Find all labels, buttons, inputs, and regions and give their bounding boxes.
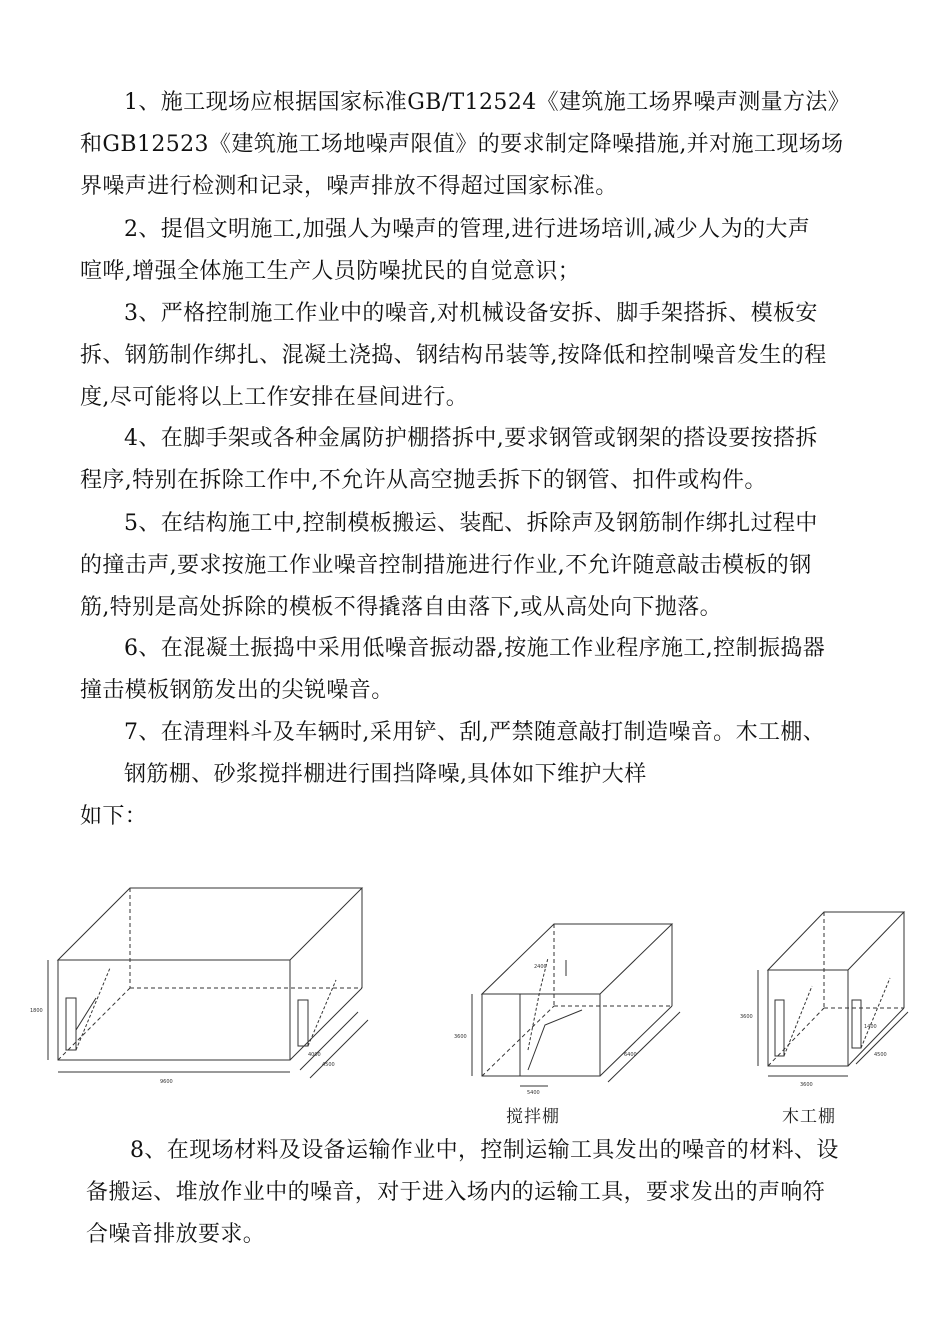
paragraph-1-line-2: 和GB12523《建筑施工场地噪声限值》的要求制定降噪措施,并对施工现场场	[80, 132, 844, 157]
paragraph-4	[80, 418, 880, 502]
paragraph-8	[86, 1130, 886, 1256]
paragraph-7-line-2: 钢筋棚、砂浆搅拌棚进行围挡降噪,具体如下维护大样	[124, 762, 647, 787]
paragraph-7-line-3: 如下：	[80, 804, 148, 829]
paragraph-3-line-2: 拆、钢筋制作绑扎、混凝土浇捣、钢结构吊装等,按降低和控制噪音发生的程	[80, 343, 827, 368]
mixer-shed-drawing	[472, 924, 680, 1086]
mixer-shed-caption: 搅拌棚	[506, 1107, 560, 1127]
wood-depth-label: 4500	[874, 1052, 887, 1058]
large-side1-label: 4000	[308, 1052, 321, 1058]
mixer-door-label: 2400	[534, 964, 547, 970]
paragraph-5	[80, 503, 880, 629]
paragraph-7	[80, 712, 880, 838]
paragraph-1-line-3: 界噪声进行检测和记录，噪声排放不得超过国家标准。	[80, 174, 618, 199]
paragraph-6	[80, 628, 880, 712]
paragraph-8-line-3: 合噪音排放要求。	[86, 1222, 266, 1247]
paragraph-4-line-2: 程序,特别在拆除工作中,不允许从高空抛丢拆下的钢管、扣件或构件。	[80, 468, 767, 493]
paragraph-7-line-1: 7、在清理料斗及车辆时,采用铲、刮,严禁随意敲打制造噪音。木工棚、	[124, 720, 826, 745]
paragraph-6-line-2: 撞击模板钢筋发出的尖锐噪音。	[80, 678, 394, 703]
paragraph-5-line-3: 筋,特别是高处拆除的模板不得撬落自由落下,或从高处向下抛落。	[80, 595, 722, 620]
paragraph-8-line-2: 备搬运、堆放作业中的噪音，对于进入场内的运输工具，要求发出的声响符	[86, 1180, 826, 1205]
mixer-front-label: 5400	[527, 1090, 540, 1096]
paragraph-2	[80, 209, 880, 293]
paragraph-1-line-1: 1、施工现场应根据国家标准GB/T12524《建筑施工场界噪声测量方法》	[124, 90, 851, 115]
wood-height-label: 3600	[740, 1014, 753, 1020]
paragraph-4-line-1: 4、在脚手架或各种金属防护棚搭拆中,要求钢管或钢架的搭设要按搭拆	[124, 426, 818, 451]
shed-enclosure-figure	[0, 860, 950, 1130]
paragraph-8-line-1: 8、在现场材料及设备运输作业中，控制运输工具发出的噪音的材料、设	[130, 1138, 839, 1163]
paragraph-6-line-1: 6、在混凝土振捣中采用低噪音振动器,按施工作业程序施工,控制振捣器	[124, 636, 826, 661]
paragraph-2-line-1: 2、提倡文明施工,加强人为噪声的管理,进行进场培训,减少人为的大声	[124, 217, 811, 242]
large-shed-drawing	[48, 888, 368, 1078]
wood-side-label: 1400	[864, 1024, 877, 1030]
wood-width-label: 3600	[800, 1082, 813, 1088]
large-side2-label: 4500	[322, 1062, 335, 1068]
mixer-width-label: 6400	[624, 1052, 637, 1058]
paragraph-5-line-1: 5、在结构施工中,控制模板搬运、装配、拆除声及钢筋制作绑扎过程中	[124, 511, 818, 536]
large-width-label: 9600	[160, 1079, 173, 1085]
paragraph-1	[80, 82, 880, 208]
shed-drawings	[0, 860, 950, 1130]
mixer-height-label: 3600	[454, 1034, 467, 1040]
paragraph-5-line-2: 的撞击声,要求按施工作业噪音控制措施进行作业,不允许随意敲击模板的钢	[80, 553, 812, 578]
paragraph-3-line-1: 3、严格控制施工作业中的噪音,对机械设备安拆、脚手架搭拆、模板安	[124, 301, 818, 326]
large-height-label: 1800	[30, 1008, 43, 1014]
paragraph-2-line-2: 喧哗,增强全体施工生产人员防噪扰民的自觉意识；	[80, 259, 581, 284]
wood-shed-caption: 木工棚	[782, 1107, 836, 1127]
paragraph-3	[80, 293, 880, 419]
paragraph-3-line-3: 度,尽可能将以上工作安排在昼间进行。	[80, 385, 469, 410]
